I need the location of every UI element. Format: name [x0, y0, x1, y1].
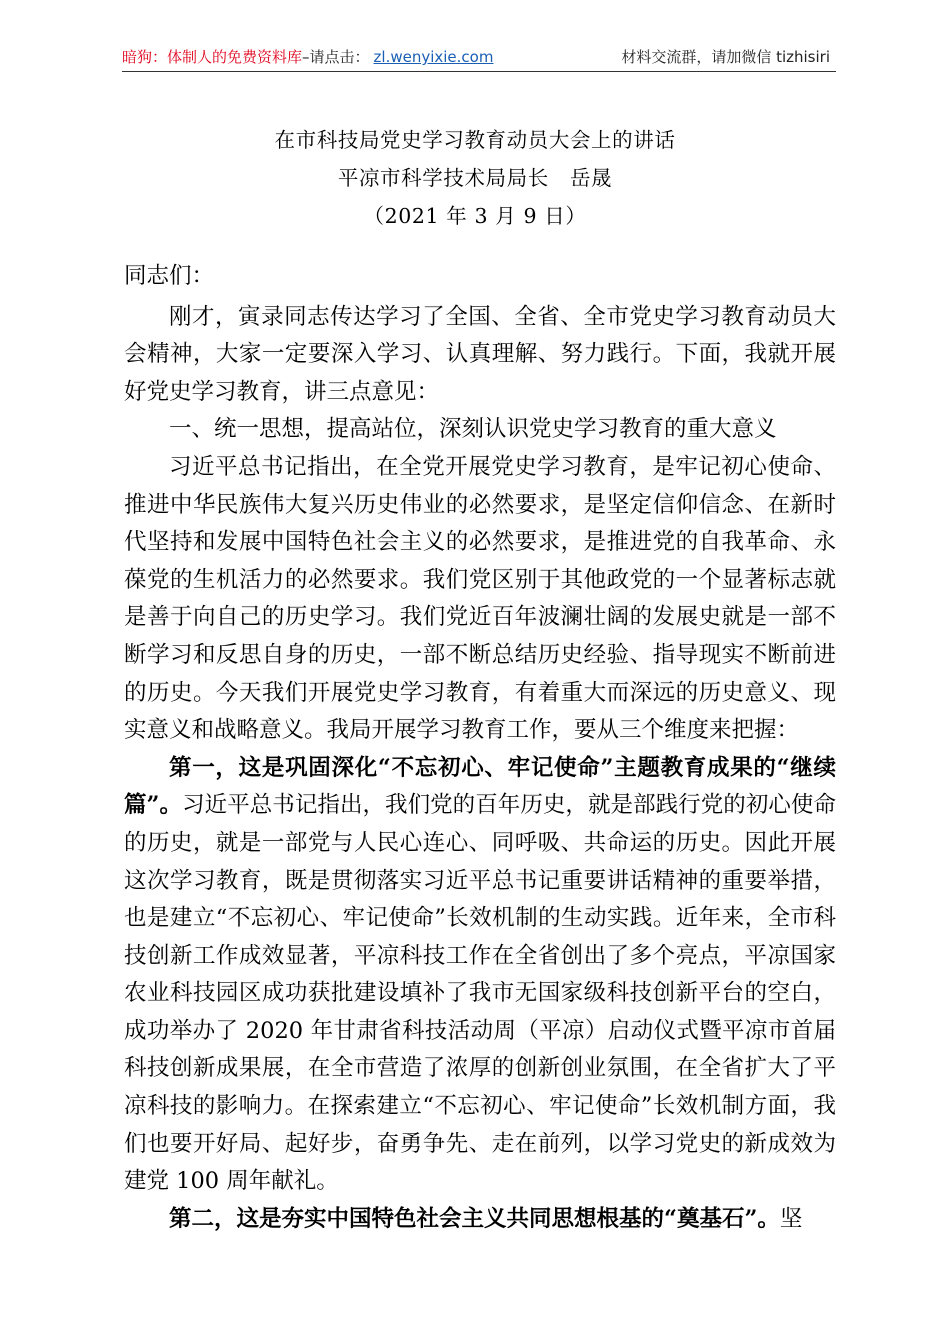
section-heading-1: 一、统一思想，提高站位，深刻认识党史学习教育的重大意义 [169, 416, 777, 443]
header-contact: 材料交流群，请加微信 tizhisiri [621, 48, 830, 66]
doc-date: （2021 年 3 月 9 日） [363, 204, 587, 228]
point-2-lead: 第二，这是夯实中国特色社会主义共同思想根基的“奠基石”。 [169, 1205, 780, 1232]
header-divider [122, 71, 836, 72]
doc-title: 在市科技局党史学习教育动员大会上的讲话 [274, 128, 676, 152]
point-1-lead: 第一，这是巩固深化“不忘初心、牢记使命”主题教育成果的“继续篇”。 [124, 754, 836, 819]
header-link[interactable]: zl.wenyixie.com [373, 48, 494, 66]
page-header [122, 46, 836, 72]
paragraph-point-1 [124, 750, 836, 1201]
salutation: 同志们： [124, 263, 215, 289]
doc-author: 平凉市科学技术局局长 岳晟 [337, 166, 613, 190]
header-click-prompt: –请点击： [302, 48, 370, 66]
point-2-text: 坚 [779, 1205, 803, 1232]
paragraph-intro: 刚才，寅录同志传达学习了全国、全省、全市党史学习教育动员大会精神，大家一定要深入学习、认真理解、努力践行。下面，我就开展好党史学习教育，讲三点意见： [124, 303, 836, 405]
paragraph-significance: 习近平总书记指出，在全党开展党史学习教育，是牢记初心使命、推进中华民族伟大复兴历史伟业的必然要求，是坚定信仰信念、在新时代坚持和发展中国特色社会主义的必然要求，是推进党的自我革命、永葆党的生机活力的必然要求。我们党区别于其他政党的一个显著标志就是善于向自己的历史学习。我们党近百年波澜壮阔的发展史就是一部不断学习和反思自身的历史，一部不断总结历史经验、指导现实不断前进的历史。今天我们开展党史学习教育，有着重大而深远的历史意义、现实意义和战略意义。我局开展学习教育工作，要从三个维度来把握： [124, 453, 836, 744]
doc-body [124, 258, 836, 1238]
header-promo: 暗狗：体制人的免费资料库 [122, 48, 303, 66]
point-1-text: 习近平总书记指出，我们党的百年历史，就是部践行党的初心使命的历史，就是一部党与人民心连心、同呼吸、共命运的历史。因此开展这次学习教育，既是贯彻落实习近平总书记重要讲话精神的重要举措，也是建立“不忘初心、牢记使命”长效机制的生动实践。近年来，全市科技创新工作成效显著，平凉科技工作在全省创出了多个亮点，平凉国家农业科技园区成功获批建设填补了我市无国家级科技创新平台的空白，成功举办了 2020 年甘肃省科技活动周（平凉）启动仪式暨平凉市首届科技创新成果展，在全市营造了浓厚的创新创业氛围，在全省扩大了平凉科技的影响力。在探索建立“不忘初心、牢记使命”长效机制方面，我们也要开好局、起好步，奋勇争先、走在前列，以学习党史的新成效为建党 100 周年献礼。 [124, 792, 836, 1195]
paragraph-point-2 [124, 1201, 836, 1239]
